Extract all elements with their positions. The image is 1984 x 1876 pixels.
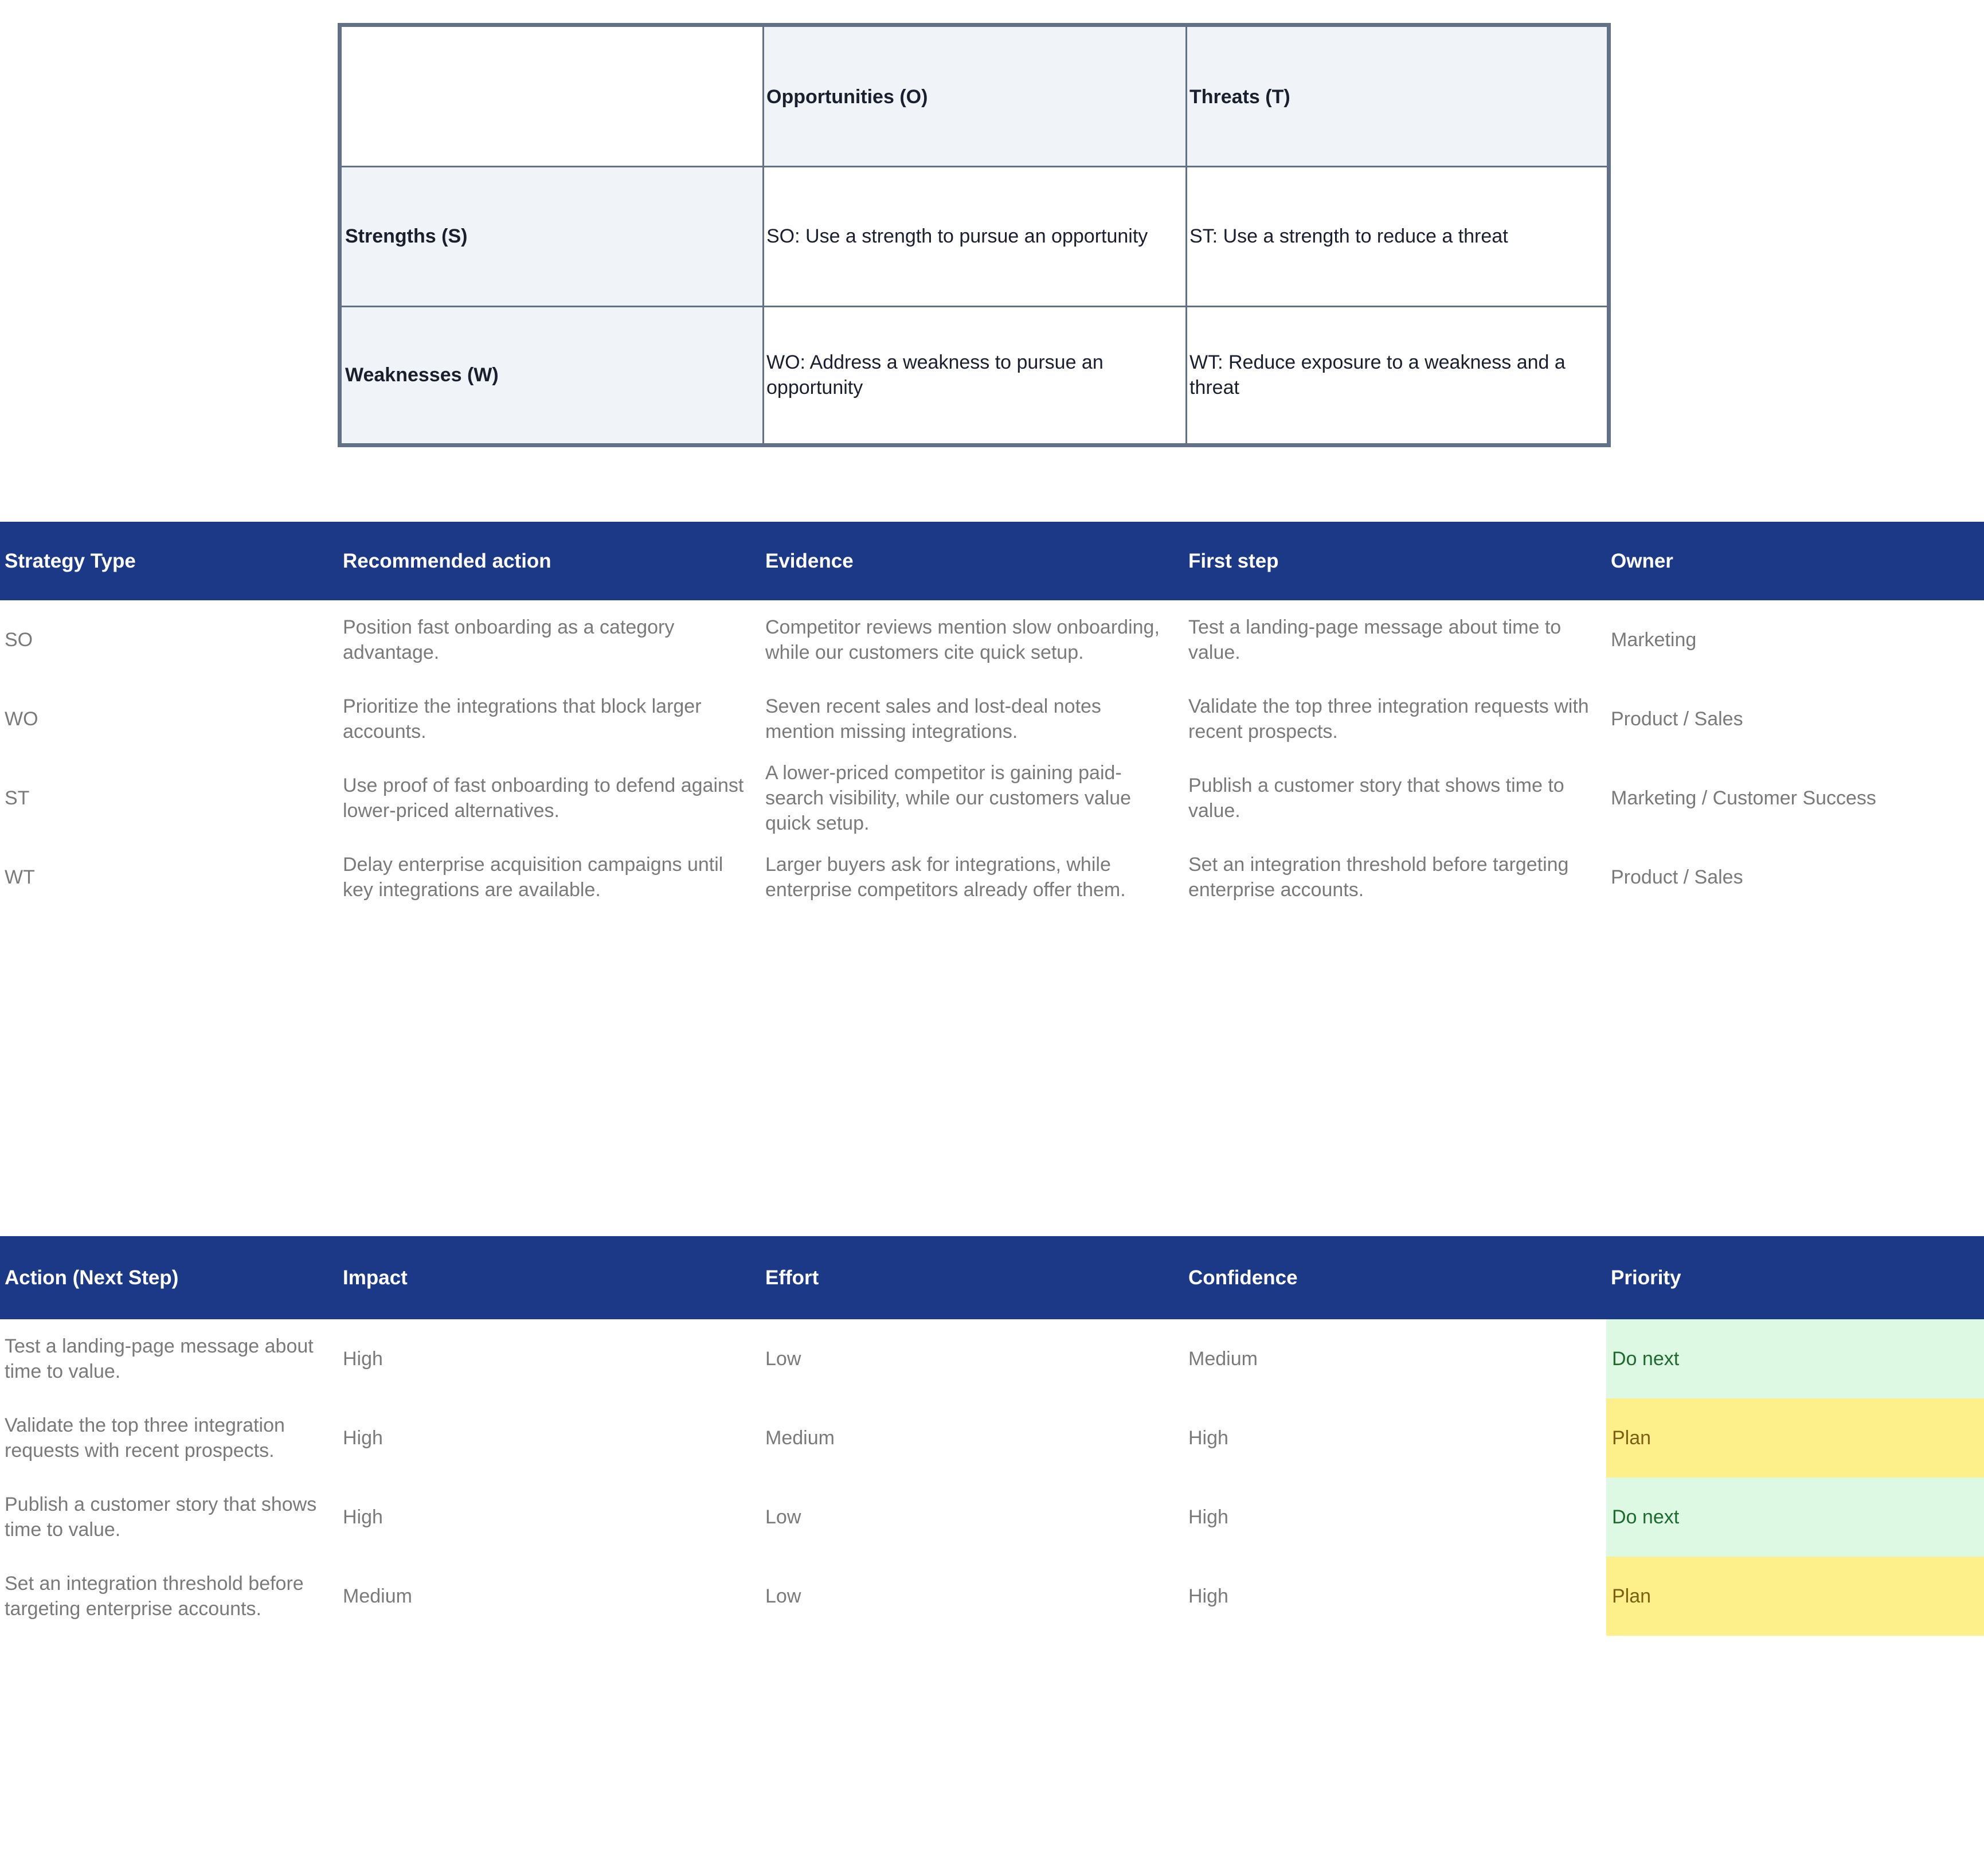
matrix-cell-st: ST: Use a strength to reduce a threat	[1189, 225, 1508, 247]
matrix-cell-wt: WT: Reduce exposure to a weakness and a threat	[1189, 351, 1566, 398]
cell-strategy-type: ST	[5, 787, 30, 809]
cell-impact: High	[343, 1427, 383, 1449]
matrix-divider	[342, 166, 1607, 167]
column-header-priority: Priority	[1611, 1266, 1681, 1289]
cell-recommended-action: Delay enterprise acquisition campaigns until key integrations are available.	[343, 854, 723, 901]
cell-strategy-type: SO	[5, 629, 33, 651]
tows-matrix	[338, 23, 1611, 447]
cell-recommended-action: Use proof of fast onboarding to defend against lower-priced alternatives.	[343, 775, 744, 822]
column-header-confidence: Confidence	[1188, 1266, 1298, 1289]
cell-effort: Low	[765, 1506, 801, 1528]
cell-first-step: Validate the top three integration requests with recent prospects.	[1188, 695, 1589, 742]
column-header-evidence: Evidence	[765, 549, 854, 572]
cell-evidence: A lower-priced competitor is gaining paid-search visibility, while our customers value quick setup.	[765, 762, 1132, 834]
cell-first-step: Test a landing-page message about time to value.	[1188, 616, 1562, 663]
cell-recommended-action: Position fast onboarding as a category advantage.	[343, 616, 675, 663]
strategy-table	[0, 522, 1984, 917]
cell-action: Test a landing-page message about time to value.	[5, 1335, 314, 1382]
cell-first-step: Set an integration threshold before targeting enterprise accounts.	[1188, 854, 1569, 901]
column-header-recommended-action: Recommended action	[343, 549, 551, 572]
priority-badge: Do next	[1606, 1319, 1984, 1398]
cell-confidence: High	[1188, 1506, 1228, 1528]
cell-recommended-action: Prioritize the integrations that block larger accounts.	[343, 695, 702, 742]
matrix-row-header-weaknesses: Weaknesses (W)	[342, 306, 763, 443]
cell-action: Validate the top three integration requests with recent prospects.	[5, 1414, 285, 1461]
table-row	[0, 838, 1984, 917]
cell-owner: Product / Sales	[1611, 708, 1743, 730]
cell-confidence: High	[1188, 1585, 1228, 1607]
cell-impact: High	[343, 1348, 383, 1370]
column-header-impact: Impact	[343, 1266, 408, 1289]
matrix-divider	[1185, 27, 1187, 443]
cell-first-step: Publish a customer story that shows time to value.	[1188, 775, 1564, 822]
matrix-cell-so: SO: Use a strength to pursue an opportunity	[766, 225, 1148, 247]
table-row	[0, 600, 1984, 679]
column-header-strategy-type: Strategy Type	[5, 549, 136, 572]
column-header-owner: Owner	[1611, 549, 1673, 572]
table-row	[0, 759, 1984, 838]
column-header-action: Action (Next Step)	[5, 1266, 179, 1289]
cell-strategy-type: WO	[5, 708, 38, 730]
cell-owner: Product / Sales	[1611, 866, 1743, 888]
matrix-divider	[762, 27, 764, 443]
cell-confidence: Medium	[1188, 1348, 1258, 1370]
cell-effort: Low	[765, 1585, 801, 1607]
priority-badge: Do next	[1606, 1478, 1984, 1557]
cell-effort: Medium	[765, 1427, 835, 1449]
cell-action: Publish a customer story that shows time to value.	[5, 1494, 317, 1541]
cell-evidence: Larger buyers ask for integrations, while enterprise competitors already offer them.	[765, 854, 1126, 901]
table-row	[0, 1478, 1984, 1557]
priority-table	[0, 1236, 1984, 1636]
table-row	[0, 1557, 1984, 1636]
table-row	[0, 679, 1984, 759]
matrix-cell-wo: WO: Address a weakness to pursue an opportunity	[766, 351, 1103, 398]
table-header-row	[0, 522, 1984, 600]
cell-action: Set an integration threshold before targeting enterprise accounts.	[5, 1573, 304, 1620]
cell-confidence: High	[1188, 1427, 1228, 1449]
cell-impact: Medium	[343, 1585, 412, 1607]
column-header-effort: Effort	[765, 1266, 819, 1289]
column-header-first-step: First step	[1188, 549, 1279, 572]
cell-evidence: Seven recent sales and lost-deal notes mention missing integrations.	[765, 695, 1101, 742]
priority-badge: Plan	[1606, 1557, 1984, 1636]
matrix-divider	[342, 306, 1607, 307]
matrix-row-header-strengths: Strengths (S)	[342, 166, 763, 306]
cell-owner: Marketing	[1611, 629, 1697, 651]
table-row	[0, 1319, 1984, 1398]
cell-effort: Low	[765, 1348, 801, 1370]
matrix-corner-cell	[342, 27, 763, 166]
cell-evidence: Competitor reviews mention slow onboarding, while our customers cite quick setup.	[765, 616, 1160, 663]
matrix-header-threats: Threats (T)	[1186, 27, 1607, 166]
cell-impact: High	[343, 1506, 383, 1528]
table-header-row	[0, 1236, 1984, 1319]
cell-owner: Marketing / Customer Success	[1611, 787, 1876, 809]
priority-badge: Plan	[1606, 1398, 1984, 1478]
cell-strategy-type: WT	[5, 866, 35, 888]
table-row	[0, 1398, 1984, 1478]
matrix-header-opportunities: Opportunities (O)	[763, 27, 1186, 166]
